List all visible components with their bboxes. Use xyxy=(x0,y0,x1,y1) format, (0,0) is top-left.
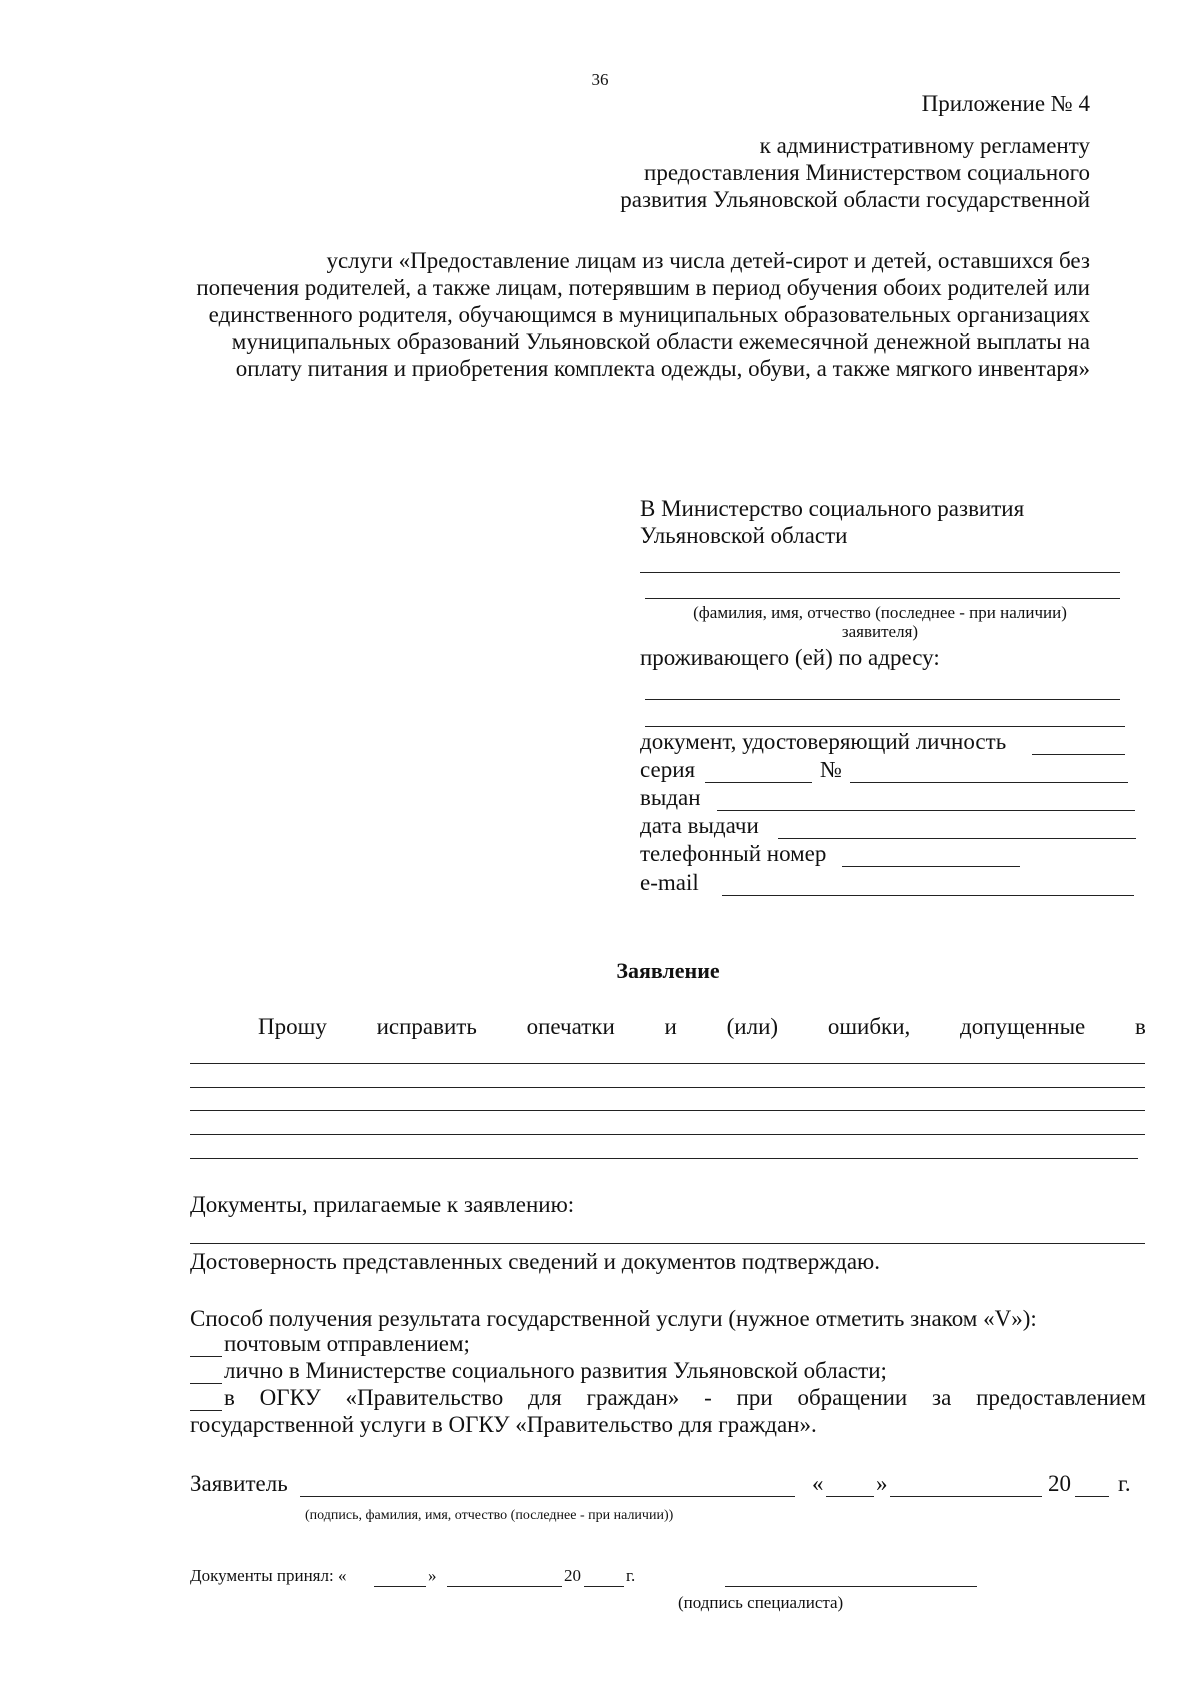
signature-month-field[interactable] xyxy=(890,1496,1042,1497)
request-text-field[interactable] xyxy=(190,1134,1145,1135)
series-field[interactable] xyxy=(705,782,812,783)
year-suffix: г. xyxy=(1118,1471,1131,1496)
accepted-close-quote: » xyxy=(428,1566,437,1585)
option-mail: почтовым отправлением; xyxy=(224,1331,470,1356)
request-line xyxy=(258,1013,1146,1041)
address-field[interactable] xyxy=(645,726,1125,727)
option-ogku-word: за xyxy=(931,1385,952,1410)
address-field[interactable] xyxy=(645,699,1120,700)
applicant-name-field[interactable] xyxy=(645,598,1120,599)
request-text-field[interactable] xyxy=(190,1063,1145,1064)
option-ogku-word: граждан» xyxy=(586,1385,680,1410)
request-word: ошибки, xyxy=(827,1014,911,1039)
phone-label: телефонный номер xyxy=(640,841,827,866)
option-ogku-word: при xyxy=(736,1385,773,1410)
request-word: Прошу xyxy=(258,1014,327,1039)
documents-attached-field[interactable] xyxy=(190,1243,1145,1244)
service-title-line: оплату питания и приобретения комплекта одежды, обуви, а также мягкого инвентаря» xyxy=(235,356,1090,381)
date-close-quote: » xyxy=(876,1471,888,1496)
accepted-label: Документы принял: « xyxy=(190,1566,347,1585)
appendix-line: к административному регламенту xyxy=(759,133,1090,158)
issue-date-field[interactable] xyxy=(778,838,1136,839)
issued-label: выдан xyxy=(640,785,701,810)
option-ogku-word: ОГКУ xyxy=(259,1385,321,1410)
request-text-field[interactable] xyxy=(190,1087,1145,1088)
accepted-year-prefix: 20 xyxy=(564,1566,581,1585)
applicant-signature-hint: (подпись, фамилия, имя, отчество (последнее - при наличии)) xyxy=(305,1508,674,1523)
year-prefix: 20 xyxy=(1048,1471,1071,1496)
option-ogku-word: для xyxy=(527,1385,562,1410)
request-word: в xyxy=(1135,1014,1146,1039)
address-label: проживающего (ей) по адресу: xyxy=(640,645,940,670)
specialist-signature-hint: (подпись специалиста) xyxy=(678,1593,844,1612)
date-open-quote: « xyxy=(812,1471,824,1496)
documents-attached-label: Документы, прилагаемые к заявлению: xyxy=(190,1192,575,1217)
series-label: серия xyxy=(640,757,696,782)
page-number: 36 xyxy=(591,70,609,89)
service-title-line: попечения родителей, а также лицам, потерявшим в период обучения обоих родителей или xyxy=(196,275,1090,300)
option-ogku-continuation: государственной услуги в ОГКУ «Правительство для граждан». xyxy=(190,1412,817,1437)
issued-field[interactable] xyxy=(717,810,1135,811)
specialist-signature-field[interactable] xyxy=(725,1586,977,1587)
request-text-field[interactable] xyxy=(190,1110,1145,1111)
issue-date-label: дата выдачи xyxy=(640,813,759,838)
number-field[interactable] xyxy=(850,782,1128,783)
option-ogku-word: предоставлением xyxy=(976,1385,1146,1410)
option-in-person: лично в Министерстве социального развития Ульяновской области; xyxy=(224,1358,887,1383)
service-title-line: единственного родителя, обучающимся в муниципальных образовательных организациях xyxy=(208,302,1090,327)
option-ogku-word: в xyxy=(224,1385,235,1410)
phone-field[interactable] xyxy=(842,866,1020,867)
signature-year-field[interactable] xyxy=(1075,1496,1109,1497)
request-text-field[interactable] xyxy=(190,1158,1138,1159)
confirmation-text: Достоверность представленных сведений и документов подтверждаю. xyxy=(190,1249,880,1274)
appendix-label: Приложение № 4 xyxy=(921,91,1090,116)
applicant-label: Заявитель xyxy=(190,1471,288,1496)
name-hint: заявителя) xyxy=(841,622,919,641)
option-ogku-word: - xyxy=(704,1385,712,1410)
accepted-year-field[interactable] xyxy=(584,1586,624,1587)
service-title-line: муниципальных образований Ульяновской области ежемесячной денежной выплаты на xyxy=(231,329,1090,354)
accepted-month-field[interactable] xyxy=(447,1586,562,1587)
request-word: (или) xyxy=(726,1014,779,1039)
number-label: № xyxy=(820,757,842,782)
addressee-line: Ульяновской области xyxy=(640,523,848,548)
accepted-year-suffix: г. xyxy=(626,1566,636,1585)
signature-day-field[interactable] xyxy=(826,1496,874,1497)
request-word: и xyxy=(664,1014,677,1039)
request-word: допущенные xyxy=(960,1014,1086,1039)
appendix-line: развития Ульяновской области государственной xyxy=(620,187,1090,212)
applicant-name-field[interactable] xyxy=(640,572,1120,573)
email-label: e-mail xyxy=(640,870,699,895)
id-doc-label: документ, удостоверяющий личность xyxy=(640,729,1007,754)
option-ogku-line xyxy=(224,1384,1146,1412)
statement-title: Заявление xyxy=(616,958,720,983)
method-title: Способ получения результата государственной услуги (нужное отметить знаком «V»): xyxy=(190,1306,1037,1331)
option-checkbox-mail[interactable] xyxy=(190,1356,222,1357)
accepted-day-field[interactable] xyxy=(374,1586,426,1587)
id-doc-field[interactable] xyxy=(1032,754,1125,755)
option-ogku-word: обращении xyxy=(797,1385,908,1410)
applicant-signature-field[interactable] xyxy=(300,1496,795,1497)
request-word: исправить xyxy=(376,1014,477,1039)
appendix-line: предоставления Министерством социального xyxy=(644,160,1090,185)
addressee-line: В Министерство социального развития xyxy=(640,496,1025,521)
request-word: опечатки xyxy=(526,1014,615,1039)
option-ogku-word: «Правительство xyxy=(345,1385,504,1410)
option-checkbox-in-person[interactable] xyxy=(190,1383,222,1384)
email-field[interactable] xyxy=(722,895,1134,896)
name-hint: (фамилия, имя, отчество (последнее - при наличии) xyxy=(693,603,1067,622)
service-title-line: услуги «Предоставление лицам из числа детей-сирот и детей, оставшихся без xyxy=(326,248,1090,273)
